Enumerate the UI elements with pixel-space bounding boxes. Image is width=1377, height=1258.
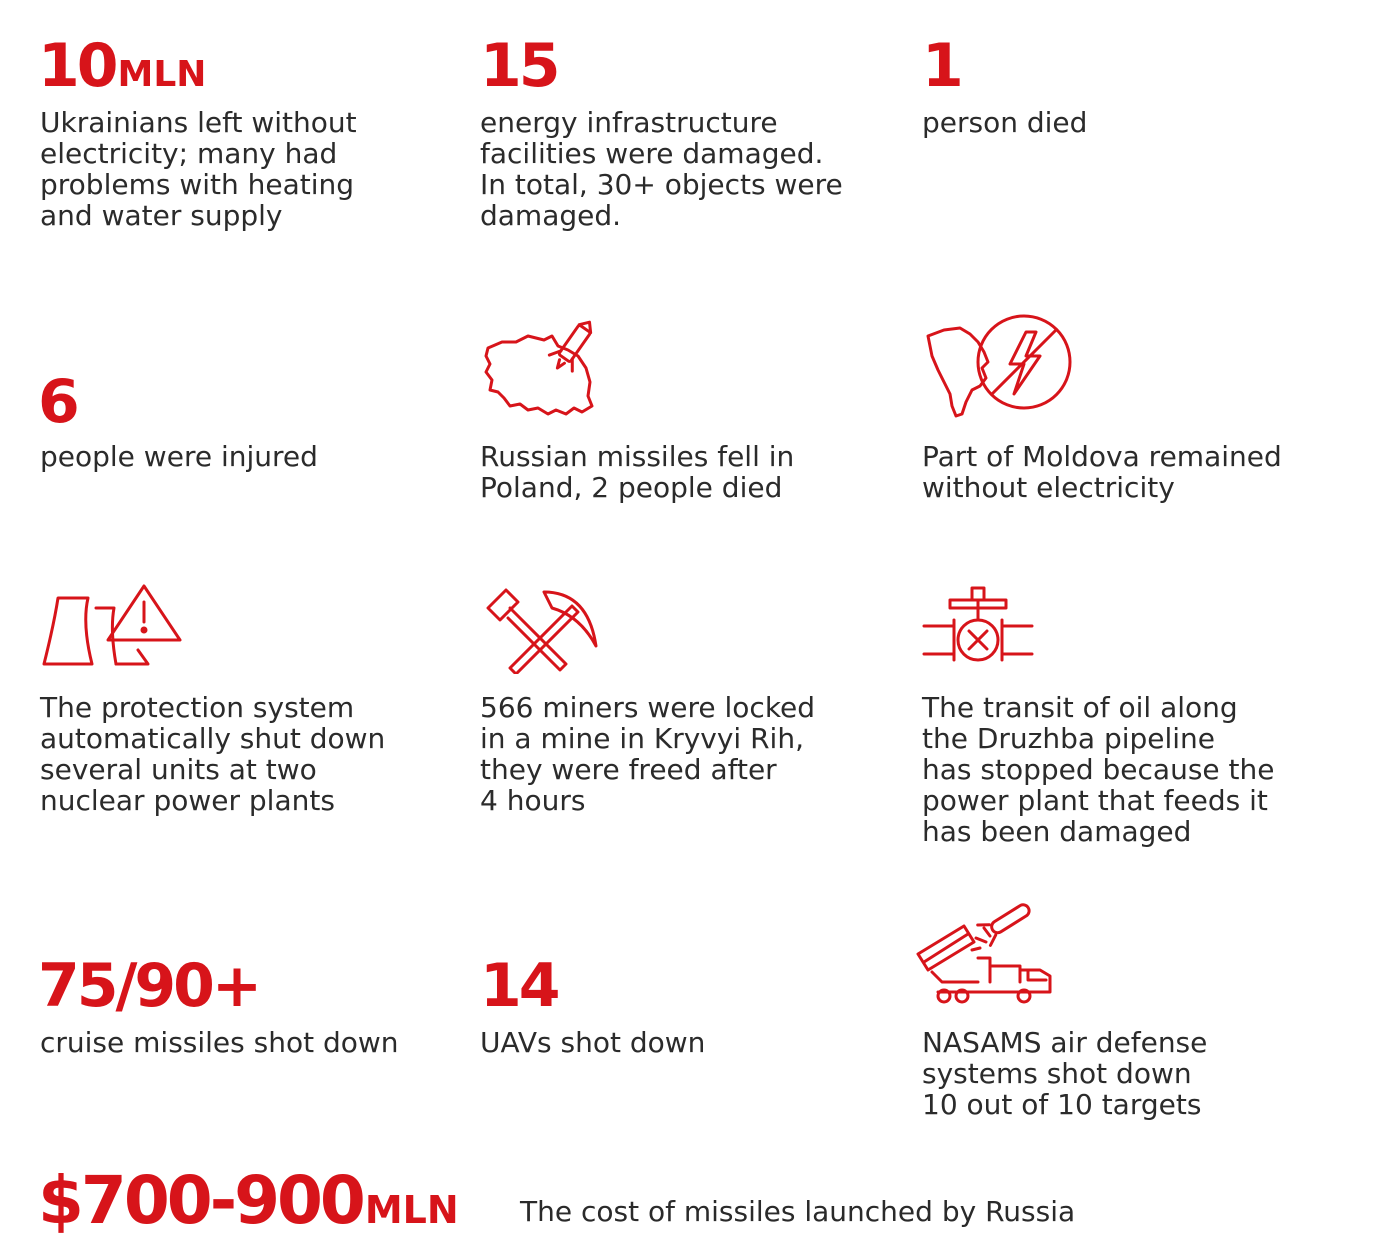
stat-description: UAVs shot down bbox=[480, 1026, 706, 1059]
stat-description: 566 miners were locked in a mine in Kryvyi Rih, they were freed after 4 hours bbox=[480, 691, 816, 817]
pipeline-valve-icon bbox=[922, 584, 1034, 670]
stat-description: people were injured bbox=[40, 440, 318, 473]
stat-description: The protection system automatically shut down several units at two nuclear power plants bbox=[40, 691, 386, 817]
moldova-no-power-icon bbox=[922, 310, 1077, 420]
stat-number: 10MLN bbox=[38, 31, 207, 101]
stat-description: energy infrastructure facilities were damaged. In total, 30+ objects were damaged. bbox=[480, 106, 843, 232]
stat-cruise-missiles bbox=[38, 951, 260, 1021]
stat-description: Ukrainians left without electricity; many had problems with heating and water supply bbox=[40, 106, 357, 232]
stat-description: Russian missiles fell in Poland, 2 people died bbox=[480, 440, 795, 504]
stat-description: Part of Moldova remained without electricity bbox=[922, 440, 1282, 504]
stat-number: 75/90+ bbox=[38, 951, 260, 1021]
stat-people-injured bbox=[38, 367, 77, 437]
stat-uavs bbox=[480, 951, 558, 1021]
stat-person-died bbox=[922, 31, 961, 101]
missile-cost-unit: MLN bbox=[364, 1188, 459, 1232]
stat-facilities-damaged bbox=[480, 31, 558, 101]
stat-description: NASAMS air defense systems shot down 10 out of 10 targets bbox=[922, 1026, 1208, 1121]
stat-number: 14 bbox=[480, 951, 558, 1021]
stat-number: 1 bbox=[922, 31, 961, 101]
stat-ukrainians-without-electricity bbox=[38, 31, 207, 105]
stat-unit: MLN bbox=[117, 54, 207, 95]
hammer-pickaxe-icon bbox=[484, 584, 604, 674]
stat-description: person died bbox=[922, 106, 1088, 139]
stat-number: 6 bbox=[38, 367, 77, 437]
air-defense-launcher-icon bbox=[914, 896, 1059, 1006]
stat-description: cruise missiles shot down bbox=[40, 1026, 399, 1059]
missile-cost-description: The cost of missiles launched by Russia bbox=[520, 1195, 1076, 1228]
stat-description: The transit of oil along the Druzhba pipeline has stopped because the power plant that feeds it has been damaged bbox=[922, 691, 1275, 848]
stat-number: 15 bbox=[480, 31, 558, 101]
poland-missile-icon bbox=[482, 320, 612, 420]
missile-cost-number: $700-900MLN bbox=[38, 1162, 459, 1239]
nuclear-plant-warning-icon bbox=[40, 580, 185, 670]
